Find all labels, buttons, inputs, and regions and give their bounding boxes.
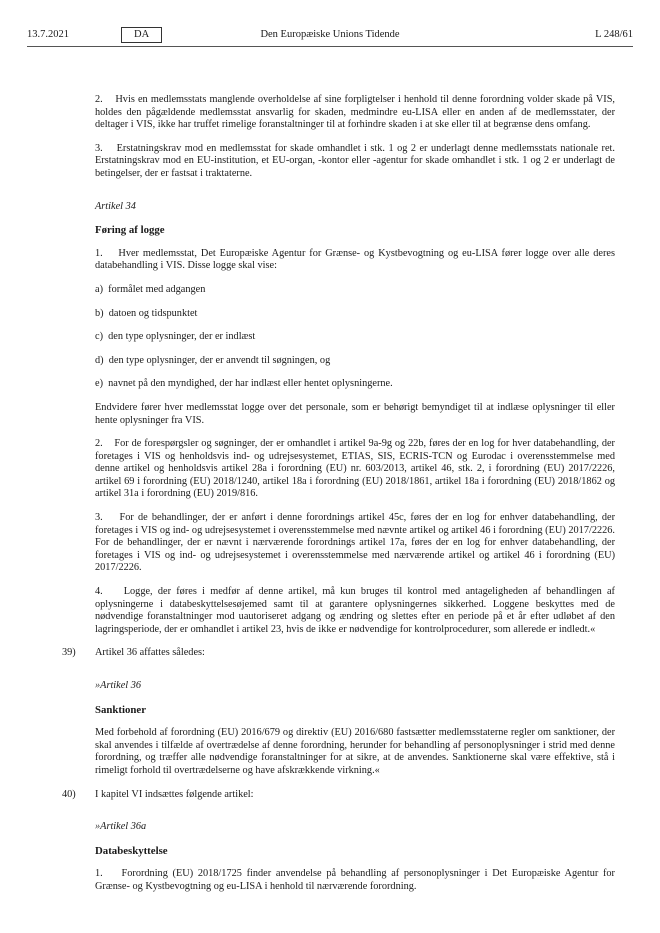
page-header: [27, 27, 633, 43]
article-34-para-2: 2. For de forespørgsler og søgninger, der er omhandlet i artikel 9a-9g og 22b, føres der en log for hver databehandling, der foretages i VIS og henholdsvis ind- og udrejsesystemet, ETIAS, SIS, ECRIS-TCN og Eurodac i overensstemmelse med denne artikel og henholdsvis artikel 28a i forordning (EU) nr. 603/2013, artikel 46, stk. 2, i forordning (EU) 2017/2226, artikel 69 i forordning (EU) 2018/1240, artikel 18a i forordning (EU) 2018/1861, artikel 18a i forordning (EU) 2018/1862 og artikel 31a i forordning (EU) 2019/816.: [95, 438, 615, 500]
page-number: L 248/61: [595, 29, 633, 40]
article-36a-heading: »Artikel 36a: [95, 821, 147, 833]
article-34-title: Føring af logge: [95, 224, 165, 237]
article-36a-para-1: 1. Forordning (EU) 2018/1725 finder anvendelse på behandling af personoplysninger i Det Europæiske Agentur for Grænse- og Kystbevogtning og eu-LISA i henhold til nærværende forordning.: [95, 868, 615, 892]
article-34-heading: Artikel 34: [95, 200, 136, 212]
paragraph-3: 3. Erstatningskrav mod en medlemsstat for skade omhandlet i stk. 1 og 2 er underlagt denne medlemsstats nationale ret. Erstatningskrav mod en EU-institution, et EU-organ, -kontor eller -agentur for skade omhandlet i stk. 1 og 2 er underlagt de betingelser, der er fastsat i traktaterne.: [95, 142, 615, 179]
amendment-text: I kapitel VI indsættes følgende artikel:: [95, 788, 254, 800]
amendment-number: 40): [62, 788, 76, 800]
article-36-title: Sanktioner: [95, 703, 146, 716]
list-item-a: a) formålet med adgangen: [95, 283, 206, 295]
article-36-para: Med forbehold af forordning (EU) 2016/679 og direktiv (EU) 2016/680 fastsætter medlemsstaterne regler om sanktioner, der skal anvendes i tilfælde af overtrædelse af denne forordning, herunder for behandling af personoplysninger i strid med denne forordning, og træffer alle nødvendige foranstaltninger for at sikre, at de anvendes. Sanktionerne skal være effektive, stå i rimeligt forhold til overtrædelserne og have afskrækkende virkning.«: [95, 727, 615, 776]
article-36-heading: »Artikel 36: [95, 680, 142, 691]
document-body: [62, 94, 615, 905]
amendment-40: [62, 788, 615, 802]
list-item-e: e) navnet på den myndighed, der har indlæst eller hentet oplysningerne.: [95, 378, 393, 390]
paragraph-2: 2. Hvis en medlemsstats manglende overholdelse af sine forpligtelser i henhold til denne forordning volder skade på VIS, holdes den pågældende medlemsstat ansvarlig for skaden, medmindre eu-LISA eller en anden af de medlemsstater, der deltager i VIS, ikke har truffet rimelige foranstaltninger til at forhindre skaden i at ske eller til at begrænse dens omfang.: [95, 94, 615, 131]
amendment-39: [62, 647, 615, 660]
header-divider: [27, 46, 633, 47]
article-36a-title: Databeskyttelse: [95, 844, 168, 857]
article-34-para-4: 4. Logge, der føres i medfør af denne artikel, må kun bruges til kontrol med antageligheden af behandlingen af oplysningerne i databeskyttelsesøjemed samt til at garantere oplysningernes sikkerhed. Loggene beskyttes med de nødvendige foranstaltninger mod uautoriseret adgang og ændring og slettes efter en periode på et år efter udløbet af den lagringsperiode, der er omhandlet i artikel 23, hvis de ikke er nødvendige for kontrolprocedurer, som allerede er indledt.«: [95, 586, 615, 635]
publication-date: 13.7.2021: [27, 29, 69, 40]
amendment-number: 39): [62, 647, 76, 659]
amendment-text: Artikel 36 affattes således:: [95, 647, 205, 659]
list-item-c: c) den type oplysninger, der er indlæst: [95, 331, 256, 343]
article-34-para-3: 3. For de behandlinger, der er anført i denne forordnings artikel 45c, føres der en log for enhver databehandling, der foretages i VIS og ind- og udrejsesystemet i overensstemmelse med nævnte artikel og artikel 46 i forordning (EU) 2017/2226. For de behandlinger, der er nævnt i nærværende forordnings artikel 17a, føres der en log for enhver databehandling, der foretages i VIS og ind- og udrejsesystemet i overensstemmelse med nærværende artikel og artikel 46 i forordning (EU) 2017/2226.: [95, 512, 615, 574]
article-34-para-1b: Endvidere fører hver medlemsstat logge over det personale, som er behørigt bemyndiget til at indlæse oplysninger til eller hente oplysninger fra VIS.: [95, 401, 615, 426]
language-badge: DA: [121, 27, 162, 43]
list-item-d: d) den type oplysninger, der er anvendt til søgningen, og: [95, 354, 331, 366]
journal-title: Den Europæiske Unions Tidende: [260, 29, 400, 40]
article-34-para-1: 1. Hver medlemsstat, Det Europæiske Agentur for Grænse- og Kystbevogtning og eu-LISA fører logge over alle deres databehandling i VIS. Disse logge skal vise:: [95, 247, 615, 272]
list-item-b: b) datoen og tidspunktet: [95, 307, 198, 319]
